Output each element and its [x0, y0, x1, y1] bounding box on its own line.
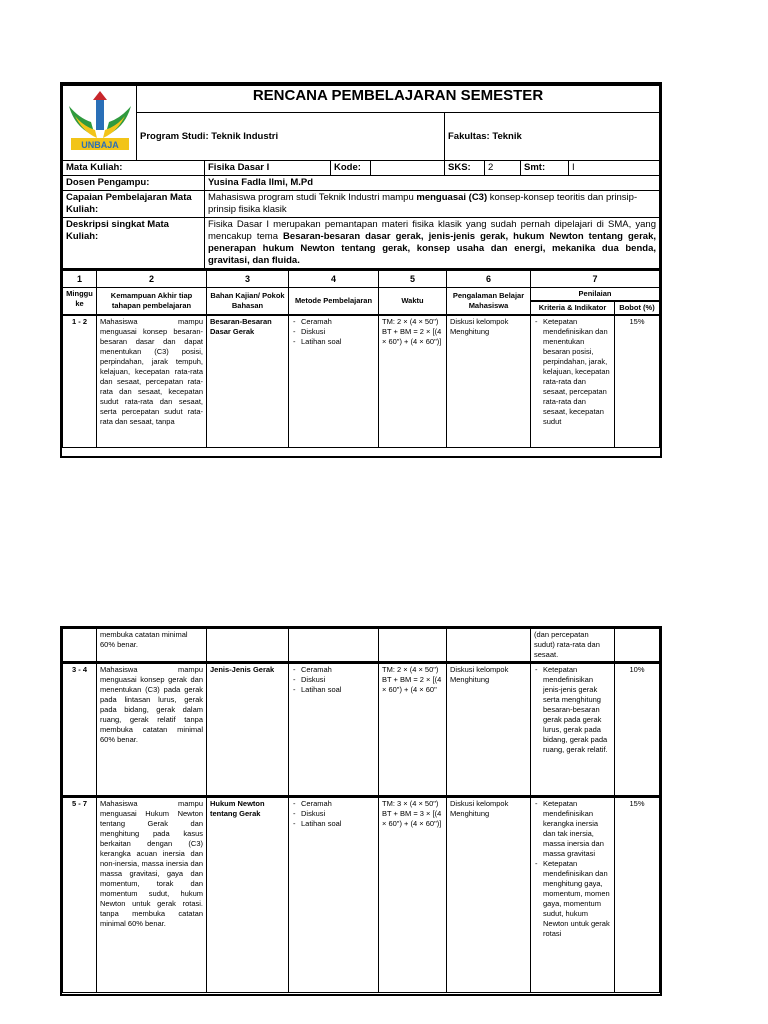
- header-pengalaman: Pengalaman Belajar Mahasiswa: [447, 288, 531, 316]
- kriteria-cell: (dan percepatan sudut) rata-rata dan sesaat.: [531, 629, 615, 663]
- svg-text:UNBAJA: UNBAJA: [80, 140, 119, 150]
- table-row: [63, 797, 660, 993]
- header-bahan: Bahan Kajian/ Pokok Bahasan: [207, 288, 289, 316]
- kemampuan-cell: Mahasiswa mampu menguasai konsep gerak dan menentukan (C3) pada gerak pada lintasan lurus, gerak pada bidang, gerak dalam ruang, gerak relatif tanpa membuka catatan minimal 60% benar.: [97, 663, 207, 797]
- column-number: 1: [63, 270, 97, 288]
- kriteria-cell: [531, 663, 615, 797]
- header-metode: Metode Pembelajaran: [289, 288, 379, 316]
- smt-value: I: [569, 161, 660, 176]
- minggu-cell: 1 - 2: [63, 315, 97, 447]
- kemampuan-cell: membuka catatan minimal 60% benar.: [97, 629, 207, 663]
- column-number: 6: [447, 270, 531, 288]
- table-row: [63, 663, 660, 797]
- kriteria-cell: [531, 797, 615, 993]
- pengalaman-cell: Diskusi kelompok Menghitung: [447, 315, 531, 447]
- column-number: 4: [289, 270, 379, 288]
- header-penilaian: Penilaian: [531, 288, 660, 302]
- minggu-cell: 3 - 4: [63, 663, 97, 797]
- column-number: 5: [379, 270, 447, 288]
- rps-schedule-table-continued: [62, 628, 660, 993]
- list-item: - Latihan soal: [301, 685, 375, 695]
- list-item: - Ceramah: [301, 317, 375, 327]
- waktu-cell: TM: 2 × (4 × 50") BT + BM = 2 × [(4 × 60") + (4 × 60")]: [379, 315, 447, 447]
- header-bobot: Bobot (%): [615, 301, 660, 315]
- dosen-value: Yusina Fadla Ilmi, M.Pd: [205, 176, 660, 191]
- rps-page-2: [60, 626, 662, 996]
- bahan-cell: Besaran-Besaran Dasar Gerak: [207, 315, 289, 447]
- rps-page-1: [60, 82, 662, 458]
- header-kriteria: Kriteria & Indikator: [531, 301, 615, 315]
- capaian-label: Capaian Pembelajaran Mata Kuliah:: [63, 191, 205, 218]
- pengalaman-cell: Diskusi kelompok Menghitung: [447, 663, 531, 797]
- bahan-cell: Jenis-Jenis Gerak: [207, 663, 289, 797]
- list-item: - Diskusi: [301, 809, 375, 819]
- bahan-cell: Hukum Newton tentang Gerak: [207, 797, 289, 993]
- kriteria-cell: [531, 315, 615, 447]
- mata-kuliah-label: Mata Kuliah:: [63, 161, 205, 176]
- waktu-cell: TM: 2 × (4 × 50") BT + BM = 2 × [(4 × 60") + (4 × 60": [379, 663, 447, 797]
- list-item: - Latihan soal: [301, 337, 375, 347]
- list-item: - Ceramah: [301, 665, 375, 675]
- smt-label: Smt:: [521, 161, 569, 176]
- column-number: 3: [207, 270, 289, 288]
- kode-label: Kode:: [331, 161, 371, 176]
- fakultas: Fakultas: Teknik: [445, 113, 660, 161]
- metode-cell: [289, 315, 379, 447]
- column-number: 7: [531, 270, 660, 288]
- dosen-label: Dosen Pengampu:: [63, 176, 205, 191]
- kemampuan-cell: Mahasiswa mampu menguasai konsep besaran-besaran dasar dan dapat menentukan (C3) posisi, perpindahan, jarak tempuh, kelajuan, kecepatan rata-rata dan sesaat, percepatan rata-rata dan sesaat, kecepatan sudut rata-rata dan sesaat, serta percepatan sudut rata-rata dan sesaat, tanpa: [97, 315, 207, 447]
- header-waktu: Waktu: [379, 288, 447, 316]
- metode-cell: [289, 797, 379, 993]
- header-minggu: Minggu ke: [63, 288, 97, 316]
- pengalaman-cell: Diskusi kelompok Menghitung: [447, 797, 531, 993]
- capaian-value: Mahasiswa program studi Teknik Industri mampu menguasai (C3) konsep-konsep teoritis dan prinsip-prinsip fisika klasik: [205, 191, 660, 218]
- table-row: [63, 315, 660, 447]
- unbaja-logo-icon: [65, 86, 135, 156]
- list-item: - Latihan soal: [301, 819, 375, 829]
- list-item: - Ketepatan mendefinisikan jenis-jenis gerak serta menghitung besaran-besaran gerak pada gerak lurus, gerak pada bidang, gerak pada ruang, gerak relatif.: [543, 665, 611, 755]
- bobot-cell: 10%: [615, 663, 660, 797]
- university-logo: [63, 86, 137, 161]
- metode-cell: [289, 663, 379, 797]
- list-item: - Ketepatan mendefinisikan dan menentukan besaran posisi, perpindahan, jarak, kelajuan, kecepatan rata-rata dan sesaat, percepatan rata-rata dan sesaat, kecepatan sudut: [543, 317, 611, 427]
- kode-value: [371, 161, 445, 176]
- deskripsi-label: Deskripsi singkat Mata Kuliah:: [63, 218, 205, 269]
- rps-header-table: [62, 85, 660, 269]
- page-title: RENCANA PEMBELAJARAN SEMESTER: [137, 86, 660, 113]
- rps-schedule-table: [62, 269, 660, 448]
- kemampuan-cell: Mahasiswa mampu menguasai Hukum Newton tentang Gerak dan menghitung pada kasus berkaitan dengan (C3) kerangka acuan inersia dan non-inersia, massa inersia dan massa gravitasi, gaya dan momentum, torak dan momentum sudut, hukum Newton untuk gerak rotasi. tanpa membuka catatan minimal 60% benar.: [97, 797, 207, 993]
- list-item: - Ketepatan mendefinisikan dan menghitung gaya, momentum, momen gaya, momentum sudut, hukum Newton untuk gerak rotasi: [543, 859, 611, 939]
- bobot-cell: 15%: [615, 797, 660, 993]
- waktu-cell: TM: 3 × (4 × 50") BT + BM = 3 × [(4 × 60") + (4 × 60")]: [379, 797, 447, 993]
- sks-value: 2: [485, 161, 521, 176]
- deskripsi-value: Fisika Dasar I merupakan pemantapan materi fisika klasik yang sudah pernah dipelajari di SMA, yang mencakup tema Besaran-besaran dasar gerak, jenis-jenis gerak, hukum Newton tentang gerak, penerapan hukum Newton tentang gerak, konsep usaha dan energi, mekanika dua benda, gravitasi, dan fluida.: [205, 218, 660, 269]
- list-item: - Diskusi: [301, 327, 375, 337]
- header-kemampuan: Kemampuan Akhir tiap tahapan pembelajaran: [97, 288, 207, 316]
- minggu-cell: 5 - 7: [63, 797, 97, 993]
- table-row: [63, 629, 660, 663]
- program-studi: Program Studi: Teknik Industri: [137, 113, 445, 161]
- mata-kuliah-value: Fisika Dasar I: [205, 161, 331, 176]
- list-item: - Diskusi: [301, 675, 375, 685]
- bobot-cell: 15%: [615, 315, 660, 447]
- list-item: - Ketepatan mendefinisikan kerangka inersia dan tak inersia, massa inersia dan massa gravitasi: [543, 799, 611, 859]
- column-number: 2: [97, 270, 207, 288]
- sks-label: SKS:: [445, 161, 485, 176]
- list-item: - Ceramah: [301, 799, 375, 809]
